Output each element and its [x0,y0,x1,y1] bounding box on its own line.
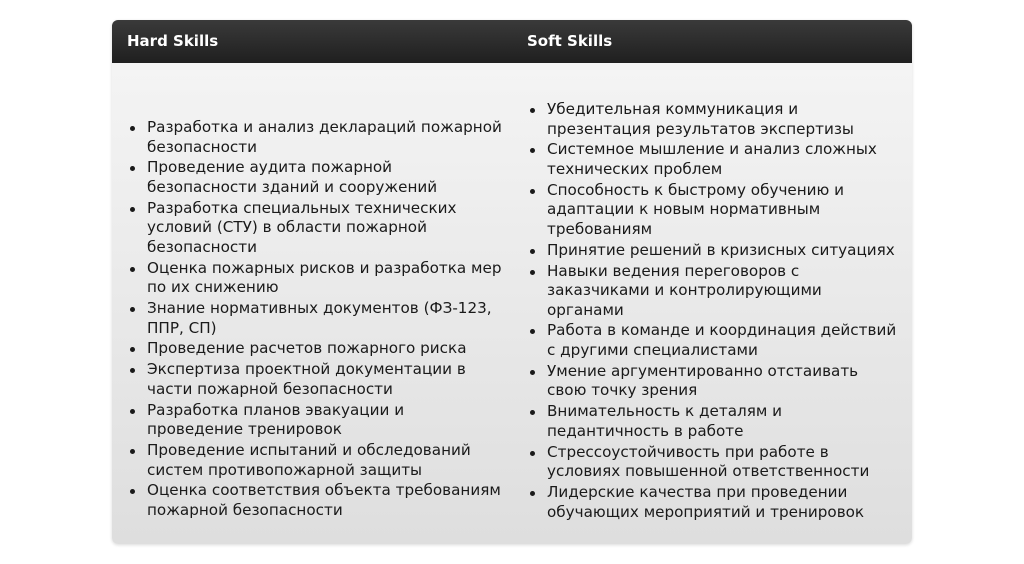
list-item: Проведение аудита пожарной безопасности зданий и сооружений [127,158,502,197]
list-item: Лидерские качества при проведении обучающих мероприятий и тренировок [527,483,902,522]
list-item: Разработка и анализ деклараций пожарной безопасности [127,118,502,157]
list-item: Навыки ведения переговоров с заказчиками и контролирующими органами [527,262,902,321]
list-item: Принятие решений в кризисных ситуациях [527,241,902,261]
header-hard-skills: Hard Skills [127,32,219,50]
table-header [112,20,912,63]
list-item: Разработка планов эвакуации и проведение тренировок [127,401,502,440]
list-item: Оценка пожарных рисков и разработка мер по их снижению [127,259,502,298]
list-item: Работа в команде и координация действий с другими специалистами [527,321,902,360]
list-item: Способность к быстрому обучению и адаптации к новым нормативным требованиям [527,181,902,240]
list-item: Знание нормативных документов (ФЗ-123, ППР, СП) [127,299,502,338]
list-item: Внимательность к деталям и педантичность в работе [527,402,902,441]
list-item: Экспертиза проектной документации в части пожарной безопасности [127,360,502,399]
list-item: Разработка специальных технических условий (СТУ) в области пожарной безопасности [127,199,502,258]
list-item: Стрессоустойчивость при работе в условиях повышенной ответственности [527,443,902,482]
list-item: Проведение испытаний и обследований систем противопожарной защиты [127,441,502,480]
soft-skills-list [527,100,902,523]
header-soft-skills: Soft Skills [527,32,613,50]
list-item: Проведение расчетов пожарного риска [127,339,502,359]
list-item: Оценка соответствия объекта требованиям пожарной безопасности [127,481,502,520]
skills-table [112,20,912,544]
list-item: Умение аргументированно отстаивать свою точку зрения [527,362,902,401]
list-item: Системное мышление и анализ сложных технических проблем [527,140,902,179]
hard-skills-list [127,118,502,522]
list-item: Убедительная коммуникация и презентация результатов экспертизы [527,100,902,139]
